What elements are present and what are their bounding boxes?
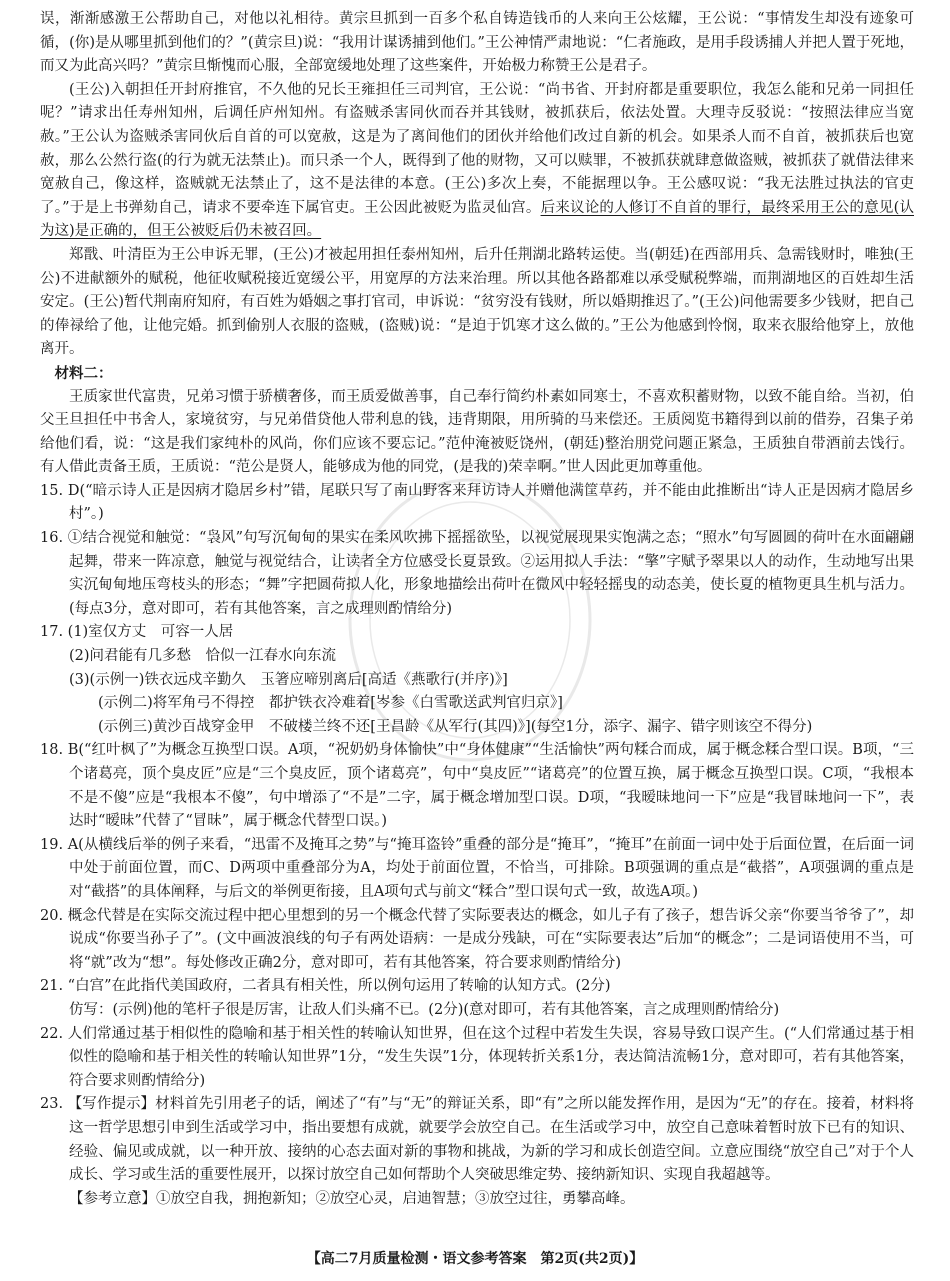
answer-22: 22. 人们常通过基于相似性的隐喻和基于相关性的转喻认知世界，但在这个过程中若发生失误，容易导致口误产生。(“人们常通过基于相似性的隐喻和基于相关性的转喻认知世界”1分，“发生失误”1分，体现转折关系1分，表达简洁流畅1分，意对即可，若有其他答案，符合要求则酌情给分) bbox=[40, 1025, 914, 1089]
material1-para-1: 误，渐渐感激王公帮助自己，对他以礼相待。黄宗旦抓到一百多个私自铸造钱币的人来向王公炫耀，王公说：“事情发生却没有迹象可循，(你)是从哪里抓到他们的？”(黄宗旦)说：“我用计谋诱捕到他们。”王公神情严肃地说：“仁者施政，是用手段诱捕人并把人置于死地，而又为此高兴吗？”黄宗旦惭愧而心服，全部宽缓地处理了这些案件，开始极力称赞王公是君子。 bbox=[40, 11, 914, 75]
page-content bbox=[40, 8, 914, 1211]
material1-para-2-text: (王公)入朝担任开封府推官，不久他的兄长王雍担任三司判官，王公说：“尚书省、开封府都是重要职位，我怎么能和兄弟一同担任呢？”请求出任寿州知州，后调任庐州知州。有盗贼杀害同伙而吞并其钱财，被抓获后，依法处置。大理寺反驳说：“按照法律应当宽赦。”王公认为盗贼杀害同伙后自首的可以宽赦，这是为了离间他们的团伙并给他们改过自新的机会。如果杀人而不自首，被抓获后也宽赦，那么公然行盗(的行为就无法禁止)。而只杀一个人，既得到了他的财物，又可以赎罪，不被抓获就肆意做盗贼，被抓获了就借法律来宽赦自己，像这样，盗贼就无法禁止了，这不是法律的本意。(王公)多次上奏，不能据理以争。王公感叹说：“我无法胜过执法的官吏了。”于是上书弹劾自己，请求不要牵连下属官吏。王公因此被贬为监灵仙宫。 bbox=[40, 81, 914, 216]
answer-19: 19. A(从横线后举的例子来看，“迅雷不及掩耳之势”与“掩耳盗铃”重叠的部分是“掩耳”，“掩耳”在前面一词中处于后面位置，在后面一词中处于前面位置，而C、D两项中重叠部分为A，均处于前面位置，不恰当，可排除。B项强调的重点是“截搭”，A项强调的重点是对“截搭”的具体阐释，与后文的举例更衔接，且A项句式与前文“糅合”型口误句式一致，故选A项。) bbox=[40, 836, 914, 900]
answer-17-title: 17. (1)室仅方丈 可容一人居 bbox=[40, 624, 234, 641]
answer-18: 18. B(“红叶枫了”为概念互换型口误。A项，“祝奶奶身体愉快”中“身体健康”“生活愉快”两句糅合而成，属于概念糅合型口误。B项，“三个诸葛亮，顶个臭皮匠”应是“三个臭皮匠，顶个诸葛亮”，句中“臭皮匠”“诸葛亮”的位置互换，属于概念互换型口误。C项，“我根本不是不傻”应是“我根本不傻”，句中增添了“不是”二字，属于概念增加型口误。D项，“我暧昧地问一下”应是“我冒昧地问一下”，表达时“暧昧”代替了“冒昧”，属于概念代替型口误。) bbox=[40, 742, 914, 830]
material1-para-3: 郑戬、叶清臣为王公申诉无罪，(王公)才被起用担任泰州知州，后升任荆湖北路转运使。当(朝廷)在西部用兵、急需钱财时，唯独(王公)不进献额外的赋税，他征收赋税接近宽缓公平，用宽厚的方法来治理。所以其他各路都难以承受赋税弊端，而荆湖地区的百姓却生活安定。(王公)暂代荆南府知府，有百姓为婚姻之事打官司，申诉说：“贫穷没有钱财，所以婚期推迟了。”(王公)问他需要多少钱财，把自己的俸禄给了他，让他完婚。抓到偷别人衣服的盗贼，(盗贼)说：“是迫于饥寒才这么做的。”王公为他感到怜悯，取来衣服给他穿上，放他离开。 bbox=[40, 246, 914, 358]
answer-23-reference: 【参考立意】①放空自我，拥抱新知；②放空心灵，启迪智慧；③放空过往，勇攀高峰。 bbox=[69, 1190, 635, 1207]
page-footer: 【高二7月质量检测・语文参考答案 第2页(共2页)】 bbox=[306, 1251, 644, 1267]
material2-body: 王质家世代富贵，兄弟习惯于骄横奢侈，而王质爱做善事，自己奉行简约朴素如同寒士，不喜欢积蓄财物，以致不能自给。当初，伯父王旦担任中书舍人，家境贫穷，与兄弟借贷他人带利息的钱，违背期限，用所骑的马来偿还。王质阅览书籍得到以前的借券，召集子弟给他们看，说：“这是我们家纯朴的风尚，你们应该不要忘记。”范仲淹被贬饶州，(朝廷)整治朋党问题正紧急，王质独自带酒前去饯行。有人借此责备王质，王质说：“范公是贤人，能够成为他的同党，(是我的)荣幸啊。”世人因此更加尊重他。 bbox=[40, 388, 914, 476]
answer-23: 23. 【写作提示】材料首先引用老子的话，阐述了“有”与“无”的辩证关系，即“有”之所以能发挥作用，是因为“无”的存在。接着，材料将这一哲学思想引申到生活或学习中，指出要想有成就，就要学会放空自己。在生活或学习中，放空自己意味着暂时放下已有的知识、经验、偏见或成就，以一种开放、接纳的心态去面对新的事物和挑战，为新的学习和成长创造空间。立意应围绕“放空自己”对于个人成长、学习或生活的重要性展开，以探讨放空自己如何帮助个人突破思维定势、接纳新知识、实现自我超越等。 bbox=[40, 1096, 914, 1184]
answer-15: 15. D(“暗示诗人正是因病才隐居乡村”错，尾联只写了南山野客来拜访诗人并赠他满筐草药，并不能由此推断出“诗人正是因病才隐居乡村”。) bbox=[40, 482, 914, 523]
answer-16: 16. ①结合视觉和触觉：“袅风”句写沉甸甸的果实在柔风吹拂下摇摇欲坠，以视觉展现果实饱满之态；“照水”句写圆圆的荷叶在水面翩翩起舞，带来一阵凉意，触觉与视觉结合，让读者全方位感受长夏景致。②运用拟人手法：“擎”字赋予翠果以人的动作，生动地写出果实沉甸甸地压弯枝头的形态；“舞”字把圆荷拟人化，形象地描绘出荷叶在微风中轻轻摇曳的动态美，使长夏的植物更具生机与活力。(每点3分，意对即可，若有其他答案，言之成理则酌情给分) bbox=[40, 530, 914, 617]
answer-20: 20. 概念代替是在实际交流过程中把心里想到的另一个概念代替了实际要表达的概念，如儿子有了孩子，想告诉父亲“你要当爷爷了”，却说成“你要当孙子了”。(文中画波浪线的句子有两处语病：一是成分残缺，可在“实际要表达”后加“的概念”；二是词语使用不当，可将“就”改为“想”。每处修改正确2分，意对即可，若有其他答案，符合要求则酌情给分) bbox=[40, 907, 914, 971]
underlined-sentence: 后来议论的人修订不自首的罪行，最终采用王公的意见(认为这)是正确的，但王公被贬后仍未被召回。 bbox=[40, 199, 914, 240]
answer-17-3b: (示例二)将军角弓不得控 都护铁衣冷难着[岑参《白雪歌送武判官归京》] bbox=[98, 695, 563, 712]
answer-21-imitation: 仿写：(示例)他的笔杆子很是厉害，让敌人们头痛不已。(2分)(意对即可，若有其他答案，言之成理则酌情给分) bbox=[69, 1001, 780, 1018]
material2-heading: 材料二： bbox=[54, 364, 113, 382]
answer-17-3c: (示例三)黄沙百战穿金甲 不破楼兰终不还[王昌龄《从军行(其四)》](每空1分，添字、漏字、错字则该空不得分) bbox=[98, 718, 813, 735]
answer-21: 21. “白宫”在此指代美国政府，二者具有相关性，所以例句运用了转喻的认知方式。(2分) bbox=[40, 978, 611, 995]
answer-17-2: (2)问君能有几多愁 恰似一江春水向东流 bbox=[69, 648, 337, 665]
material1-para-2 bbox=[40, 79, 914, 244]
answer-17-3a: (3)(示例一)铁衣远戍辛勤久 玉箸应啼别离后[高适《燕歌行(并序)》] bbox=[69, 671, 508, 688]
